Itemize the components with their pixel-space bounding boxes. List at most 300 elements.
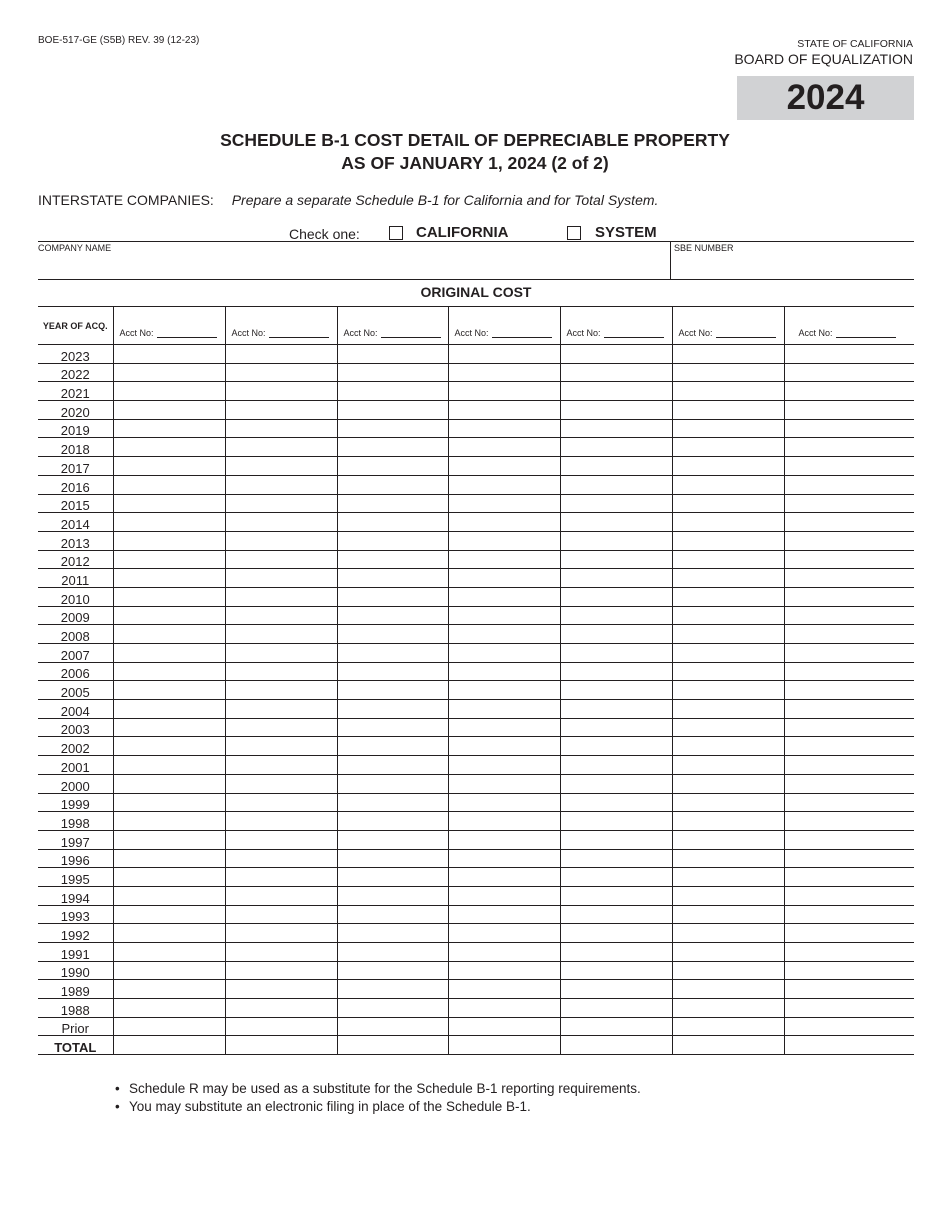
acct-no-field[interactable] [836, 337, 896, 338]
cost-input-cell[interactable] [225, 644, 337, 663]
cost-input-cell[interactable] [448, 475, 560, 494]
table-row [38, 438, 914, 457]
cost-input-cell[interactable] [784, 606, 914, 625]
cost-input-cell[interactable] [225, 774, 337, 793]
cost-input-cell[interactable] [337, 980, 448, 999]
cost-input-cell[interactable] [225, 1017, 337, 1036]
cost-input-cell[interactable] [225, 718, 337, 737]
cost-input-cell[interactable] [560, 401, 672, 420]
note-item: • You may substitute an electronic filing in place of the Schedule B-1. [115, 1098, 641, 1116]
cost-input-cell[interactable] [560, 363, 672, 382]
cost-input-cell[interactable] [784, 905, 914, 924]
cost-input-cell[interactable] [113, 700, 225, 719]
cost-input-cell[interactable] [448, 1017, 560, 1036]
cost-input-cell[interactable] [113, 812, 225, 831]
cost-input-cell[interactable] [560, 961, 672, 980]
cost-input-cell[interactable] [448, 569, 560, 588]
cost-input-cell[interactable] [448, 625, 560, 644]
cost-input-cell[interactable] [784, 644, 914, 663]
cost-input-cell[interactable] [113, 438, 225, 457]
table-row [38, 475, 914, 494]
cost-input-cell[interactable] [113, 401, 225, 420]
acct-no-field[interactable] [716, 337, 776, 338]
cost-input-cell[interactable] [560, 756, 672, 775]
cost-input-cell[interactable] [784, 849, 914, 868]
cost-input-cell[interactable] [113, 943, 225, 962]
cost-input-cell[interactable] [448, 905, 560, 924]
cost-input-cell[interactable] [560, 531, 672, 550]
cost-input-cell[interactable] [560, 924, 672, 943]
cost-input-cell[interactable] [225, 494, 337, 513]
cost-input-cell[interactable] [560, 737, 672, 756]
cost-input-cell[interactable] [225, 812, 337, 831]
cost-input-cell[interactable] [784, 457, 914, 476]
cost-input-cell[interactable] [225, 737, 337, 756]
cost-input-cell[interactable] [448, 868, 560, 887]
cost-input-cell[interactable] [225, 886, 337, 905]
acct-no-field[interactable] [381, 337, 441, 338]
cost-input-cell[interactable] [113, 830, 225, 849]
cost-input-cell[interactable] [225, 1036, 337, 1055]
cost-input-cell[interactable] [337, 681, 448, 700]
cost-input-cell[interactable] [560, 793, 672, 812]
cost-input-cell[interactable] [672, 550, 784, 569]
cost-input-cell[interactable] [225, 924, 337, 943]
cost-input-cell[interactable] [784, 886, 914, 905]
cost-input-cell[interactable] [337, 774, 448, 793]
cost-input-cell[interactable] [113, 625, 225, 644]
cost-input-cell[interactable] [560, 868, 672, 887]
cost-input-cell[interactable] [784, 924, 914, 943]
cost-input-cell[interactable] [225, 943, 337, 962]
cost-input-cell[interactable] [113, 606, 225, 625]
cost-input-cell[interactable] [672, 363, 784, 382]
cost-input-cell[interactable] [113, 644, 225, 663]
cost-input-cell[interactable] [784, 419, 914, 438]
cost-input-cell[interactable] [672, 681, 784, 700]
cost-input-cell[interactable] [672, 737, 784, 756]
cost-input-cell[interactable] [448, 457, 560, 476]
cost-input-cell[interactable] [448, 812, 560, 831]
cost-input-cell[interactable] [337, 475, 448, 494]
year-cell: 1992 [38, 924, 113, 943]
cost-input-cell[interactable] [113, 494, 225, 513]
cost-input-cell[interactable] [784, 756, 914, 775]
cost-input-cell[interactable] [784, 401, 914, 420]
cost-input-cell[interactable] [448, 494, 560, 513]
cost-input-cell[interactable] [560, 382, 672, 401]
cost-input-cell[interactable] [560, 905, 672, 924]
cost-input-cell[interactable] [448, 980, 560, 999]
cost-input-cell[interactable] [672, 494, 784, 513]
cost-input-cell[interactable] [337, 587, 448, 606]
cost-input-cell[interactable] [113, 718, 225, 737]
cost-input-cell[interactable] [337, 830, 448, 849]
year-cell: 2020 [38, 401, 113, 420]
cost-input-cell[interactable] [337, 793, 448, 812]
cost-input-cell[interactable] [672, 830, 784, 849]
acct-no-field[interactable] [604, 337, 664, 338]
cost-input-cell[interactable] [672, 793, 784, 812]
cost-input-cell[interactable] [337, 513, 448, 532]
cost-input-cell[interactable] [113, 793, 225, 812]
cost-input-cell[interactable] [672, 943, 784, 962]
cost-input-cell[interactable] [784, 569, 914, 588]
cost-input-cell[interactable] [337, 1017, 448, 1036]
acct-no-field[interactable] [492, 337, 552, 338]
cost-input-cell[interactable] [225, 849, 337, 868]
cost-input-cell[interactable] [672, 625, 784, 644]
cost-input-cell[interactable] [337, 886, 448, 905]
cost-input-cell[interactable] [225, 382, 337, 401]
cost-input-cell[interactable] [672, 662, 784, 681]
cost-input-cell[interactable] [337, 1036, 448, 1055]
cost-input-cell[interactable] [560, 943, 672, 962]
cost-input-cell[interactable] [337, 999, 448, 1018]
cost-input-cell[interactable] [113, 774, 225, 793]
cost-input-cell[interactable] [337, 550, 448, 569]
cost-input-cell[interactable] [560, 700, 672, 719]
year-cell: Prior [38, 1017, 113, 1036]
cost-input-cell[interactable] [113, 737, 225, 756]
cost-input-cell[interactable] [337, 644, 448, 663]
cost-input-cell[interactable] [560, 886, 672, 905]
cost-input-cell[interactable] [337, 961, 448, 980]
cost-input-cell[interactable] [672, 644, 784, 663]
cost-input-cell[interactable] [113, 980, 225, 999]
cost-input-cell[interactable] [784, 980, 914, 999]
cost-input-cell[interactable] [113, 345, 225, 364]
cost-input-cell[interactable] [337, 718, 448, 737]
cost-input-cell[interactable] [113, 550, 225, 569]
cost-input-cell[interactable] [113, 531, 225, 550]
year-of-acq-header: YEAR OF ACQ. [38, 307, 113, 345]
cost-input-cell[interactable] [560, 345, 672, 364]
cost-input-cell[interactable] [560, 662, 672, 681]
cost-input-cell[interactable] [225, 830, 337, 849]
cost-input-cell[interactable] [672, 905, 784, 924]
system-checkbox[interactable] [567, 226, 581, 240]
cost-input-cell[interactable] [784, 363, 914, 382]
table-row [38, 662, 914, 681]
cost-input-cell[interactable] [560, 513, 672, 532]
cost-input-cell[interactable] [672, 457, 784, 476]
cost-input-cell[interactable] [337, 401, 448, 420]
cost-input-cell[interactable] [784, 531, 914, 550]
cost-input-cell[interactable] [560, 550, 672, 569]
cost-input-cell[interactable] [448, 513, 560, 532]
cost-input-cell[interactable] [337, 700, 448, 719]
cost-input-cell[interactable] [113, 905, 225, 924]
cost-input-cell[interactable] [113, 849, 225, 868]
cost-input-cell[interactable] [672, 849, 784, 868]
cost-input-cell[interactable] [337, 662, 448, 681]
cost-input-cell[interactable] [113, 961, 225, 980]
cost-input-cell[interactable] [337, 457, 448, 476]
cost-input-cell[interactable] [784, 494, 914, 513]
cost-input-cell[interactable] [448, 999, 560, 1018]
cost-input-cell[interactable] [448, 363, 560, 382]
cost-input-cell[interactable] [225, 419, 337, 438]
table-row [38, 569, 914, 588]
cost-input-cell[interactable] [113, 756, 225, 775]
table-row [38, 1017, 914, 1036]
cost-input-cell[interactable] [337, 438, 448, 457]
cost-input-cell[interactable] [672, 587, 784, 606]
cost-input-cell[interactable] [784, 475, 914, 494]
cost-input-cell[interactable] [448, 849, 560, 868]
cost-input-cell[interactable] [225, 793, 337, 812]
cost-input-cell[interactable] [784, 999, 914, 1018]
cost-input-cell[interactable] [225, 700, 337, 719]
cost-input-cell[interactable] [672, 475, 784, 494]
cost-input-cell[interactable] [672, 774, 784, 793]
cost-input-cell[interactable] [448, 756, 560, 775]
california-checkbox[interactable] [389, 226, 403, 240]
year-cell: 2011 [38, 569, 113, 588]
cost-input-cell[interactable] [784, 943, 914, 962]
cost-input-cell[interactable] [448, 793, 560, 812]
cost-input-cell[interactable] [672, 606, 784, 625]
cost-input-cell[interactable] [448, 961, 560, 980]
cost-input-cell[interactable] [337, 606, 448, 625]
cost-input-cell[interactable] [784, 1036, 914, 1055]
table-row [38, 363, 914, 382]
table-row [38, 494, 914, 513]
cost-input-cell[interactable] [113, 662, 225, 681]
acct-column-header [672, 307, 784, 345]
cost-input-cell[interactable] [448, 700, 560, 719]
cost-input-cell[interactable] [560, 625, 672, 644]
cost-input-cell[interactable] [560, 438, 672, 457]
cost-input-cell[interactable] [672, 1017, 784, 1036]
cost-input-cell[interactable] [672, 924, 784, 943]
cost-input-cell[interactable] [784, 550, 914, 569]
cost-input-cell[interactable] [784, 961, 914, 980]
cost-input-cell[interactable] [560, 681, 672, 700]
cost-input-cell[interactable] [672, 531, 784, 550]
table-row [38, 457, 914, 476]
cost-input-cell[interactable] [448, 1036, 560, 1055]
cost-input-cell[interactable] [672, 980, 784, 999]
cost-input-cell[interactable] [672, 718, 784, 737]
cost-input-cell[interactable] [784, 382, 914, 401]
cost-input-cell[interactable] [672, 401, 784, 420]
cost-input-cell[interactable] [113, 999, 225, 1018]
cost-input-cell[interactable] [225, 457, 337, 476]
cost-input-cell[interactable] [560, 644, 672, 663]
year-cell: 1990 [38, 961, 113, 980]
cost-input-cell[interactable] [784, 625, 914, 644]
cost-input-cell[interactable] [560, 494, 672, 513]
acct-column-header [113, 307, 225, 345]
cost-input-cell[interactable] [448, 382, 560, 401]
cost-input-cell[interactable] [672, 1036, 784, 1055]
cost-input-cell[interactable] [448, 606, 560, 625]
cost-input-cell[interactable] [784, 587, 914, 606]
cost-input-cell[interactable] [225, 756, 337, 775]
cost-input-cell[interactable] [225, 531, 337, 550]
cost-input-cell[interactable] [113, 382, 225, 401]
acct-no-field[interactable] [157, 337, 217, 338]
cost-input-cell[interactable] [560, 475, 672, 494]
table-row [38, 812, 914, 831]
cost-input-cell[interactable] [672, 513, 784, 532]
cost-input-cell[interactable] [337, 419, 448, 438]
cost-input-cell[interactable] [784, 438, 914, 457]
cost-input-cell[interactable] [560, 419, 672, 438]
cost-input-cell[interactable] [784, 345, 914, 364]
cost-input-cell[interactable] [448, 943, 560, 962]
cost-input-cell[interactable] [337, 812, 448, 831]
cost-input-cell[interactable] [113, 924, 225, 943]
cost-input-cell[interactable] [225, 625, 337, 644]
cost-input-cell[interactable] [225, 606, 337, 625]
cost-input-cell[interactable] [560, 718, 672, 737]
cost-input-cell[interactable] [113, 681, 225, 700]
cost-input-cell[interactable] [225, 905, 337, 924]
cost-input-cell[interactable] [337, 924, 448, 943]
cost-input-cell[interactable] [784, 718, 914, 737]
cost-input-cell[interactable] [448, 401, 560, 420]
cost-input-cell[interactable] [225, 999, 337, 1018]
year-cell: 2009 [38, 606, 113, 625]
cost-input-cell[interactable] [672, 700, 784, 719]
cost-input-cell[interactable] [113, 419, 225, 438]
cost-input-cell[interactable] [560, 569, 672, 588]
cost-input-cell[interactable] [448, 830, 560, 849]
cost-input-cell[interactable] [560, 1036, 672, 1055]
cost-input-cell[interactable] [672, 812, 784, 831]
cost-input-cell[interactable] [337, 756, 448, 775]
cost-input-cell[interactable] [225, 662, 337, 681]
cost-input-cell[interactable] [113, 457, 225, 476]
cost-input-cell[interactable] [672, 886, 784, 905]
cost-input-cell[interactable] [560, 812, 672, 831]
cost-input-cell[interactable] [560, 980, 672, 999]
cost-input-cell[interactable] [225, 475, 337, 494]
cost-input-cell[interactable] [784, 737, 914, 756]
cost-input-cell[interactable] [560, 457, 672, 476]
cost-input-cell[interactable] [337, 531, 448, 550]
cost-input-cell[interactable] [784, 700, 914, 719]
cost-input-cell[interactable] [225, 868, 337, 887]
cost-input-cell[interactable] [337, 905, 448, 924]
cost-input-cell[interactable] [560, 774, 672, 793]
cost-input-cell[interactable] [113, 587, 225, 606]
cost-input-cell[interactable] [784, 830, 914, 849]
cost-input-cell[interactable] [448, 531, 560, 550]
table-row [38, 345, 914, 364]
cost-input-cell[interactable] [337, 737, 448, 756]
cost-input-cell[interactable] [448, 774, 560, 793]
cost-input-cell[interactable] [337, 943, 448, 962]
year-cell: 2012 [38, 550, 113, 569]
cost-input-cell[interactable] [784, 513, 914, 532]
acct-no-field[interactable] [269, 337, 329, 338]
cost-input-cell[interactable] [672, 569, 784, 588]
cost-input-cell[interactable] [560, 999, 672, 1018]
cost-input-cell[interactable] [448, 550, 560, 569]
cost-input-cell[interactable] [448, 886, 560, 905]
cost-input-cell[interactable] [560, 587, 672, 606]
cost-input-cell[interactable] [337, 382, 448, 401]
table-row [38, 550, 914, 569]
cost-input-cell[interactable] [337, 569, 448, 588]
cost-input-cell[interactable] [448, 587, 560, 606]
cost-input-cell[interactable] [113, 363, 225, 382]
cost-input-cell[interactable] [784, 1017, 914, 1036]
cost-input-cell[interactable] [113, 569, 225, 588]
cost-input-cell[interactable] [225, 401, 337, 420]
cost-input-cell[interactable] [672, 999, 784, 1018]
cost-input-cell[interactable] [672, 438, 784, 457]
cost-input-cell[interactable] [225, 961, 337, 980]
cost-input-cell[interactable] [225, 345, 337, 364]
cost-input-cell[interactable] [225, 550, 337, 569]
cost-input-cell[interactable] [337, 345, 448, 364]
cost-input-cell[interactable] [225, 569, 337, 588]
cost-input-cell[interactable] [448, 345, 560, 364]
cost-input-cell[interactable] [113, 1017, 225, 1036]
cost-input-cell[interactable] [560, 1017, 672, 1036]
cost-input-cell[interactable] [113, 886, 225, 905]
interstate-text: Prepare a separate Schedule B-1 for California and for Total System. [231, 192, 659, 208]
cost-input-cell[interactable] [337, 625, 448, 644]
cost-input-cell[interactable] [225, 513, 337, 532]
cost-input-cell[interactable] [448, 662, 560, 681]
cost-input-cell[interactable] [448, 681, 560, 700]
cost-input-cell[interactable] [225, 587, 337, 606]
cost-input-cell[interactable] [225, 681, 337, 700]
cost-input-cell[interactable] [337, 494, 448, 513]
cost-input-cell[interactable] [784, 793, 914, 812]
cost-input-cell[interactable] [113, 513, 225, 532]
cost-input-cell[interactable] [113, 475, 225, 494]
cost-input-cell[interactable] [448, 924, 560, 943]
cost-input-cell[interactable] [337, 363, 448, 382]
cost-input-cell[interactable] [225, 980, 337, 999]
cost-input-cell[interactable] [672, 382, 784, 401]
cost-input-cell[interactable] [225, 438, 337, 457]
cost-input-cell[interactable] [448, 644, 560, 663]
cost-input-cell[interactable] [672, 868, 784, 887]
cost-input-cell[interactable] [337, 849, 448, 868]
cost-input-cell[interactable] [784, 812, 914, 831]
cost-input-cell[interactable] [784, 868, 914, 887]
cost-input-cell[interactable] [448, 438, 560, 457]
table-row [38, 419, 914, 438]
cost-input-cell[interactable] [784, 681, 914, 700]
year-cell: 2014 [38, 513, 113, 532]
cost-input-cell[interactable] [225, 363, 337, 382]
cost-input-cell[interactable] [672, 756, 784, 775]
cost-input-cell[interactable] [337, 868, 448, 887]
cost-input-cell[interactable] [448, 718, 560, 737]
cost-input-cell[interactable] [784, 662, 914, 681]
cost-input-cell[interactable] [784, 774, 914, 793]
cost-input-cell[interactable] [672, 961, 784, 980]
cost-input-cell[interactable] [560, 849, 672, 868]
cost-input-cell[interactable] [113, 1036, 225, 1055]
cost-input-cell[interactable] [672, 419, 784, 438]
cost-input-cell[interactable] [560, 830, 672, 849]
cost-input-cell[interactable] [113, 868, 225, 887]
cost-input-cell[interactable] [448, 419, 560, 438]
cost-input-cell[interactable] [560, 606, 672, 625]
cost-input-cell[interactable] [672, 345, 784, 364]
cost-input-cell[interactable] [448, 737, 560, 756]
